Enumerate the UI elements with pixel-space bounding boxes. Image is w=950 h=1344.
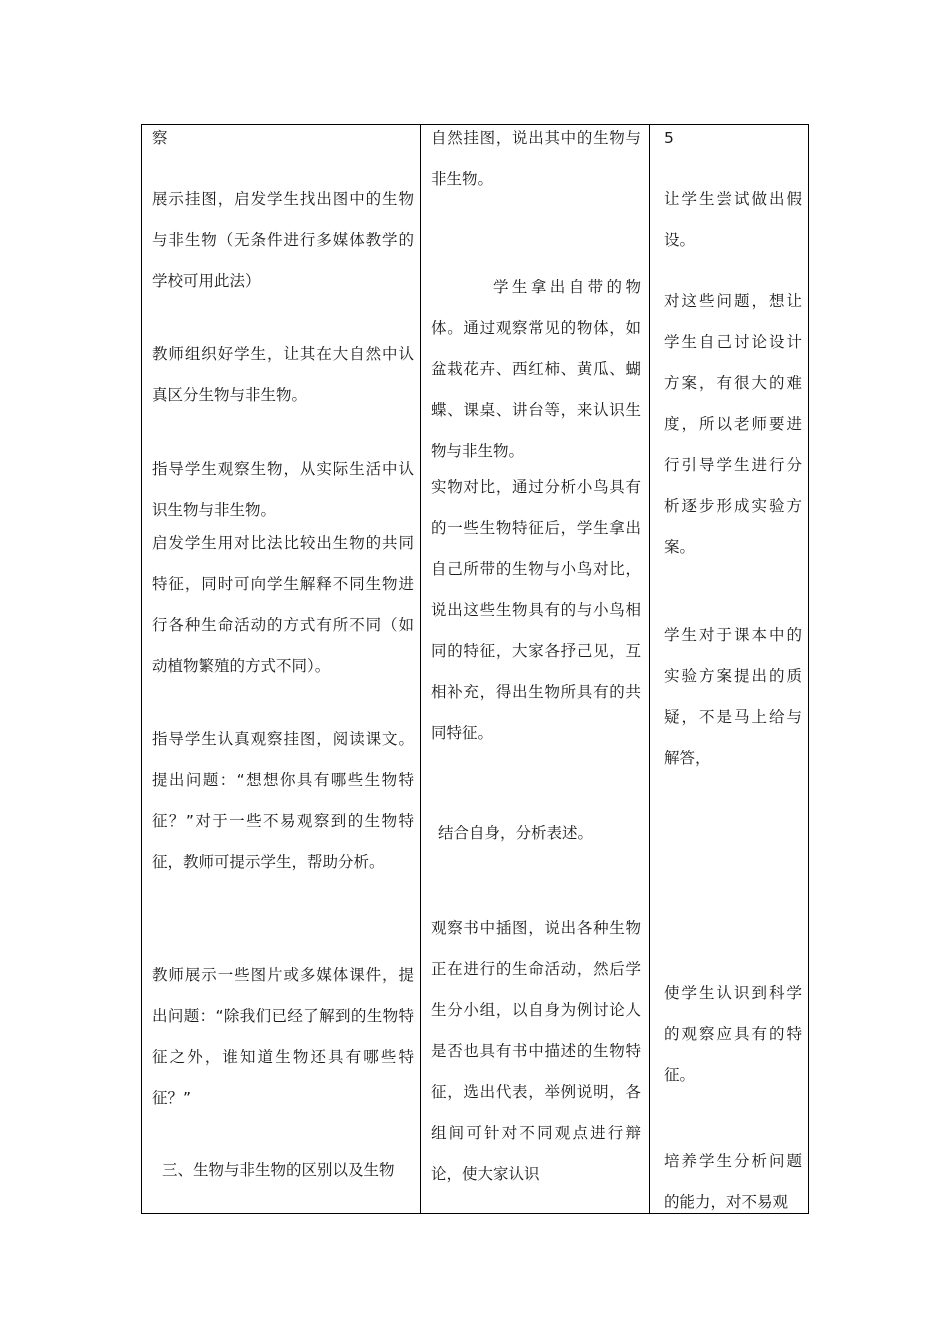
left-paragraph-5: 启发学生用对比法比较出生物的共同特征，同时可向学生解释不同生物进行各种生命活动的方式有所不同（如动植物繁殖的方式不同）。: [152, 534, 414, 675]
teacher-activity-column: [142, 125, 421, 1213]
right-paragraph-6: 培养学生分析问题的能力，对不易观: [664, 1152, 802, 1211]
left-paragraph-1: 察: [152, 129, 168, 147]
lesson-plan-table: [141, 124, 809, 1214]
student-activity-column: [421, 125, 650, 1213]
middle-paragraph-1: 自然挂图，说出其中的生物与非生物。: [431, 129, 641, 188]
left-paragraph-3: 教师组织好学生，让其在大自然中认真区分生物与非生物。: [152, 345, 414, 404]
middle-paragraph-5: 观察书中插图，说出各种生物正在进行的生命活动，然后学生分小组，以自身为例讨论人是否也具有书中描述的生物特征，选出代表，举例说明，各组间可针对不同观点进行辩论，使大家认识: [431, 919, 641, 1183]
design-intent-column: [650, 125, 810, 1213]
middle-paragraph-4: 结合自身，分析表述。: [438, 824, 594, 842]
right-paragraph-5: 使学生认识到科学的观察应具有的特征。: [664, 984, 802, 1084]
right-paragraph-4: 学生对于课本中的实验方案提出的质疑，不是马上给与解答，: [664, 626, 802, 767]
left-paragraph-2: 展示挂图，启发学生找出图中的生物与非生物（无条件进行多媒体教学的学校可用此法）: [152, 190, 414, 290]
left-paragraph-8: 三、生物与非生物的区别以及生物: [162, 1161, 395, 1179]
left-paragraph-6: 指导学生认真观察挂图，阅读课文。提出问题：“想想你具有哪些生物特征？”对于一些不易观察到的生物特征，教师可提示学生，帮助分析。: [152, 730, 414, 871]
left-paragraph-4: 指导学生观察生物，从实际生活中认识生物与非生物。: [152, 460, 414, 519]
right-paragraph-3: 对这些问题，想让学生自己讨论设计方案，有很大的难度，所以老师要进行引导学生进行分析逐步形成实验方案。: [664, 292, 802, 556]
middle-paragraph-2: 学生拿出自带的物体。通过观察常见的物体，如盆栽花卉、西红柿、黄瓜、蝴蝶、课桌、讲台等，来认识生物与非生物。: [431, 278, 641, 460]
right-paragraph-1: 5: [664, 129, 674, 147]
middle-paragraph-3: 实物对比，通过分析小鸟具有的一些生物特征后，学生拿出自己所带的生物与小鸟对比，说出这些生物具有的与小鸟相同的特征，大家各抒己见，互相补充，得出生物所具有的共同特征。: [431, 478, 641, 742]
right-paragraph-2: 让学生尝试做出假设。: [664, 190, 802, 249]
left-paragraph-7: 教师展示一些图片或多媒体课件，提出问题：“除我们已经了解到的生物特征之外，谁知道生物还具有哪些特征？”: [152, 966, 414, 1107]
